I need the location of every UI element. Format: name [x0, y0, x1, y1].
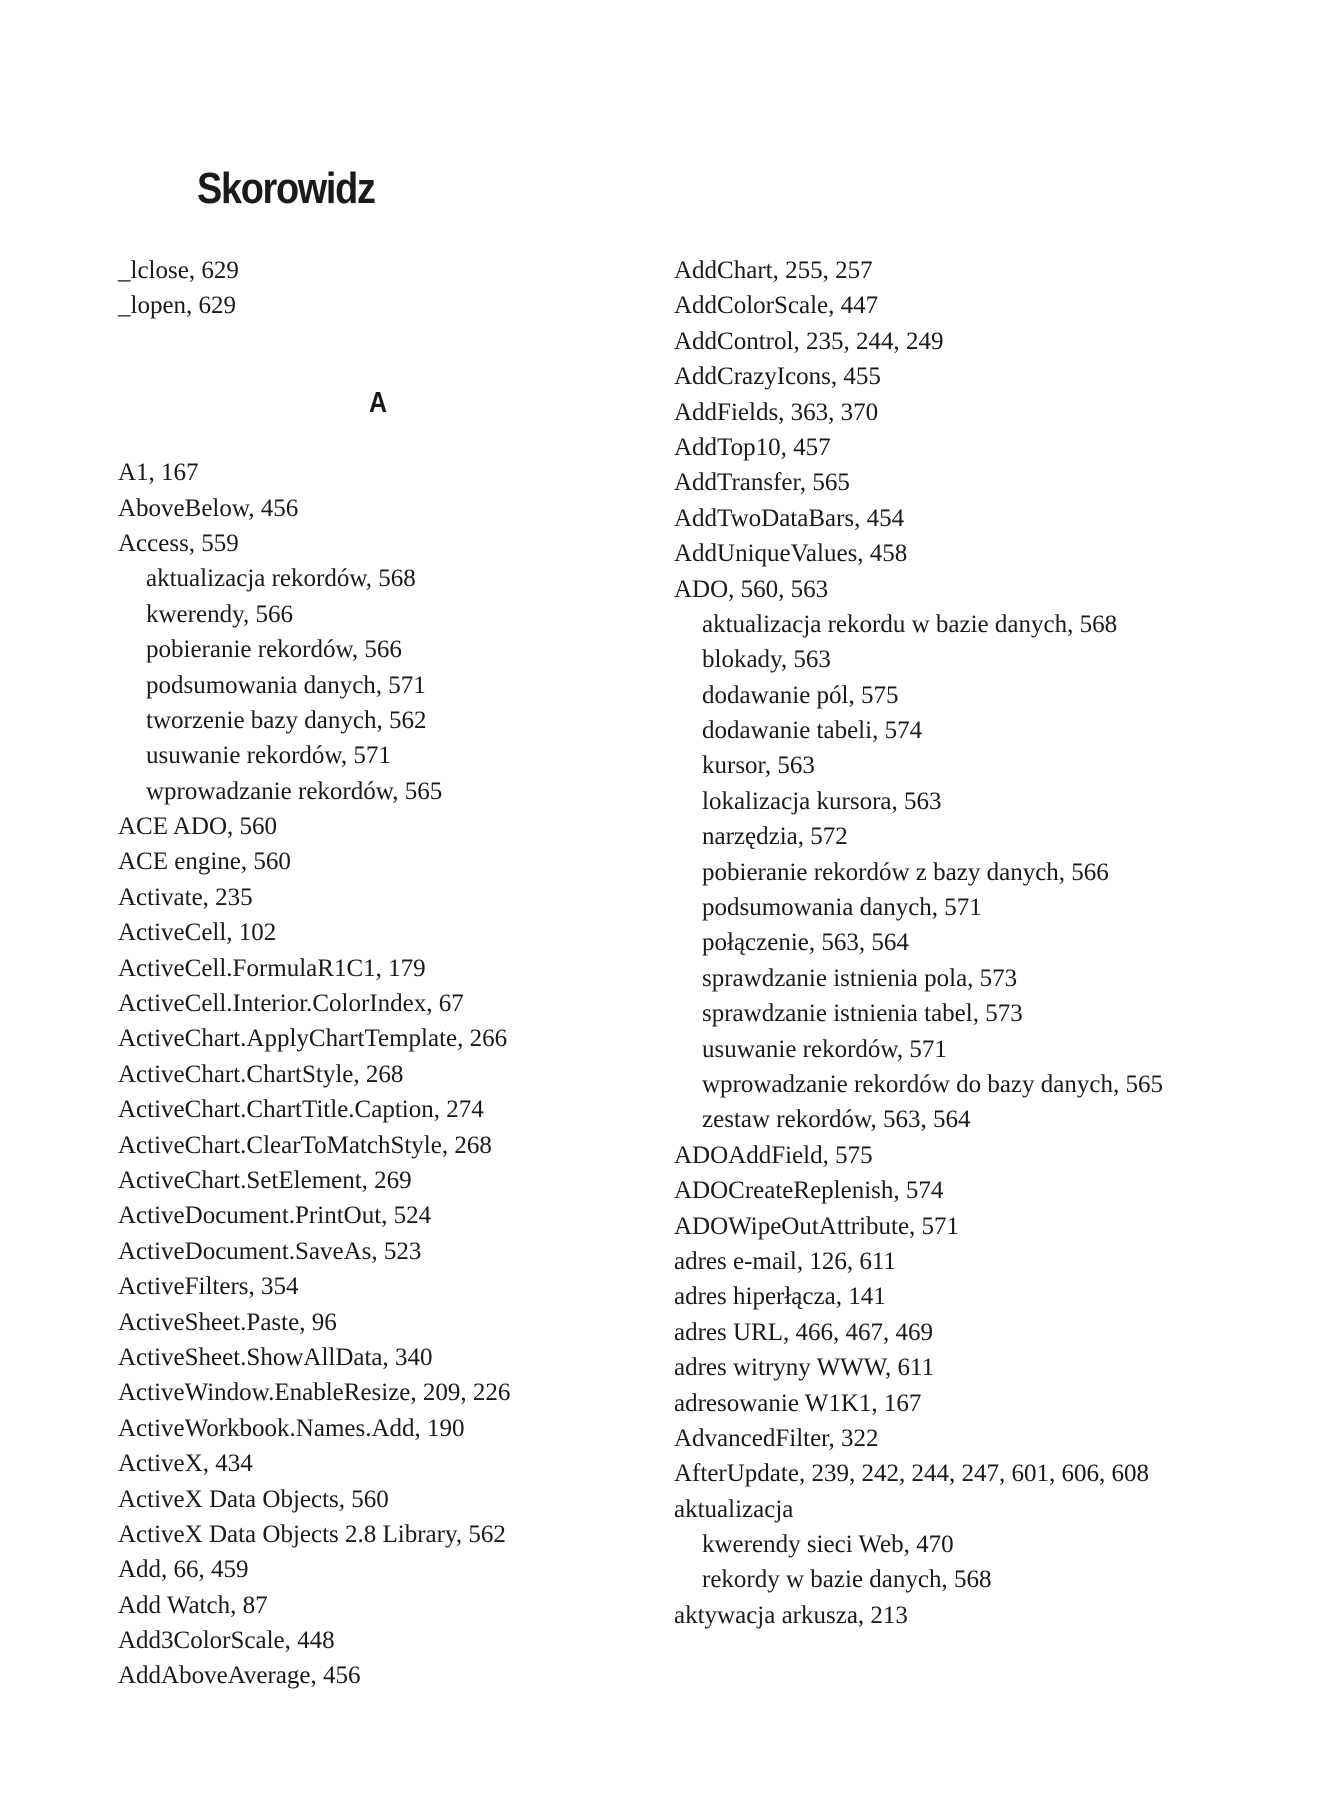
- entries-right: [674, 253, 1234, 1633]
- index-entry: adres witryny WWW, 611: [674, 1354, 935, 1382]
- index-subentry: podsumowania danych, 571: [146, 671, 426, 699]
- index-column-right: [674, 253, 1234, 1633]
- page-title: Skorowidz: [197, 164, 375, 213]
- index-entry: AdvancedFilter, 322: [674, 1424, 879, 1452]
- index-subentry: lokalizacja kursora, 563: [702, 787, 942, 815]
- index-entry: ActiveX, 434: [118, 1450, 253, 1478]
- index-subentry: kwerendy sieci Web, 470: [702, 1531, 954, 1559]
- index-entry: ADOWipeOutAttribute, 571: [674, 1212, 960, 1240]
- index-subentry: sprawdzanie istnienia tabel, 573: [702, 1000, 1023, 1028]
- index-entry: ActiveX Data Objects, 560: [118, 1485, 389, 1513]
- index-entry: ACE ADO, 560: [118, 813, 278, 841]
- index-subentry: narzędzia, 572: [702, 823, 848, 851]
- index-subentry: połączenie, 563, 564: [702, 929, 909, 957]
- index-subentry: blokady, 563: [702, 646, 831, 674]
- index-entry: ActiveSheet.Paste, 96: [118, 1308, 337, 1336]
- index-entry: AddAboveAverage, 456: [118, 1662, 361, 1690]
- index-entry: ActiveWindow.EnableResize, 209, 226: [118, 1379, 511, 1407]
- index-subentry: dodawanie tabeli, 574: [702, 717, 923, 745]
- spacer: [118, 324, 678, 359]
- index-entry: ADOAddField, 575: [674, 1141, 873, 1169]
- index-entry: ActiveCell, 102: [118, 919, 277, 947]
- index-entry: AddTwoDataBars, 454: [674, 504, 905, 532]
- index-entry: AddUniqueValues, 458: [674, 540, 908, 568]
- index-entry: Add3ColorScale, 448: [118, 1627, 335, 1655]
- index-subentry: zestaw rekordów, 563, 564: [702, 1106, 971, 1134]
- index-subentry: aktualizacja rekordów, 568: [146, 565, 416, 593]
- index-subentry: wprowadzanie rekordów, 565: [146, 777, 443, 805]
- index-entry: Add Watch, 87: [118, 1591, 268, 1619]
- index-entry: AddControl, 235, 244, 249: [674, 327, 944, 355]
- index-entry: AddCrazyIcons, 455: [674, 363, 881, 391]
- index-entry: ActiveChart.ClearToMatchStyle, 268: [118, 1131, 492, 1159]
- index-entry: AddChart, 255, 257: [674, 257, 873, 284]
- index-entry: ActiveWorkbook.Names.Add, 190: [118, 1414, 465, 1442]
- entries-a: [118, 455, 678, 1694]
- index-entry: adres hiperłącza, 141: [674, 1283, 886, 1311]
- index-entry: ActiveCell.FormulaR1C1, 179: [118, 954, 426, 982]
- index-subentry: rekordy w bazie danych, 568: [702, 1566, 992, 1594]
- index-entry: A1, 167: [118, 459, 199, 487]
- index-subentry: pobieranie rekordów, 566: [146, 636, 402, 664]
- index-entry: ActiveChart.SetElement, 269: [118, 1166, 412, 1194]
- index-subentry: tworzenie bazy danych, 562: [146, 706, 427, 734]
- index-entry: ADOCreateReplenish, 574: [674, 1177, 944, 1205]
- index-entry: ActiveChart.ChartTitle.Caption, 274: [118, 1096, 484, 1124]
- index-subentry: wprowadzanie rekordów do bazy danych, 565: [702, 1070, 1163, 1098]
- index-entry: ActiveFilters, 354: [118, 1273, 299, 1301]
- index-subentry: kwerendy, 566: [146, 600, 293, 628]
- index-entry: AddColorScale, 447: [674, 292, 879, 320]
- index-subentry: usuwanie rekordów, 571: [146, 742, 391, 770]
- index-entry: ActiveDocument.PrintOut, 524: [118, 1202, 432, 1230]
- index-subentry: aktualizacja rekordu w bazie danych, 568: [702, 610, 1118, 638]
- index-column-left: [118, 253, 678, 1694]
- index-entry: AfterUpdate, 239, 242, 244, 247, 601, 606, 608: [674, 1460, 1149, 1488]
- index-entry: ActiveX Data Objects 2.8 Library, 562: [118, 1520, 506, 1548]
- index-entry: Add, 66, 459: [118, 1556, 249, 1584]
- index-entry: ActiveChart.ApplyChartTemplate, 266: [118, 1025, 508, 1053]
- pre-entries: [118, 253, 678, 324]
- index-entry: AboveBelow, 456: [118, 494, 299, 522]
- index-entry: _lopen, 629: [118, 292, 237, 320]
- index-entry: AddTransfer, 565: [674, 469, 850, 497]
- index-entry: aktualizacja: [674, 1495, 794, 1523]
- index-entry: AddFields, 363, 370: [674, 398, 879, 426]
- index-entry: ActiveChart.ChartStyle, 268: [118, 1060, 404, 1088]
- index-subentry: podsumowania danych, 571: [702, 894, 982, 922]
- index-subentry: kursor, 563: [702, 752, 815, 780]
- index-entry: ActiveDocument.SaveAs, 523: [118, 1237, 422, 1265]
- index-entry: ActiveCell.Interior.ColorIndex, 67: [118, 990, 464, 1018]
- index-subentry: usuwanie rekordów, 571: [702, 1035, 947, 1063]
- index-entry: ACE engine, 560: [118, 848, 291, 876]
- index-entry: Access, 559: [118, 529, 239, 557]
- index-entry: AddTop10, 457: [674, 433, 831, 461]
- index-entry: adres URL, 466, 467, 469: [674, 1318, 933, 1346]
- index-entry: adresowanie W1K1, 167: [674, 1389, 922, 1417]
- index-entry: ActiveSheet.ShowAllData, 340: [118, 1343, 433, 1371]
- section-letter-a: A: [368, 387, 388, 420]
- index-subentry: dodawanie pól, 575: [702, 681, 899, 709]
- index-entry: _lclose, 629: [118, 257, 239, 284]
- index-entry: aktywacja arkusza, 213: [674, 1601, 908, 1629]
- index-entry: Activate, 235: [118, 883, 253, 911]
- index-subentry: pobieranie rekordów z bazy danych, 566: [702, 858, 1109, 886]
- index-entry: ADO, 560, 563: [674, 575, 829, 603]
- index-entry: adres e-mail, 126, 611: [674, 1247, 896, 1275]
- index-subentry: sprawdzanie istnienia pola, 573: [702, 964, 1018, 992]
